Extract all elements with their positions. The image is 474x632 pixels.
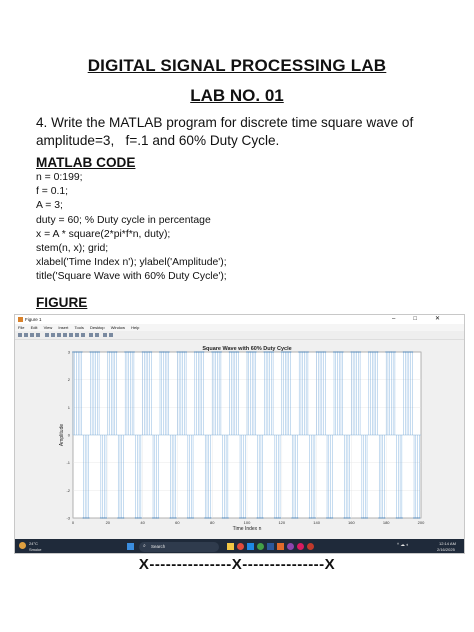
legend-icon[interactable] bbox=[95, 333, 99, 337]
y-tick-label: 0 bbox=[67, 432, 70, 438]
x-tick-label: 80 bbox=[209, 520, 215, 525]
menu-view[interactable]: View bbox=[43, 325, 53, 330]
x-tick-label: 100 bbox=[243, 520, 251, 525]
x-tick-label: 160 bbox=[348, 520, 355, 525]
new-figure-icon[interactable] bbox=[18, 333, 22, 337]
window-titlebar bbox=[15, 315, 464, 324]
code-line: xlabel('Time Index n'); ylabel('Amplitude'); bbox=[36, 257, 227, 269]
browser-icon[interactable] bbox=[247, 543, 254, 550]
stem-chart bbox=[15, 340, 464, 539]
zoom-in-icon[interactable] bbox=[51, 333, 55, 337]
menu-file[interactable]: File bbox=[18, 325, 25, 330]
code-line: f = 0.1; bbox=[36, 186, 69, 198]
app-icon[interactable] bbox=[287, 543, 294, 550]
code-line: title('Square Wave with 60% Duty Cycle'); bbox=[36, 271, 227, 283]
pan-icon[interactable] bbox=[63, 333, 67, 337]
y-tick-label: -3 bbox=[66, 515, 70, 521]
menu-bar bbox=[15, 324, 464, 331]
window-title: Figure 1 bbox=[25, 317, 42, 322]
x-tick-label: 0 bbox=[71, 520, 75, 525]
figure-area bbox=[15, 340, 464, 539]
code-line: stem(n, x); grid; bbox=[36, 243, 109, 255]
y-tick-label: 2 bbox=[67, 377, 70, 383]
code-line: duty = 60; % Duty cycle in percentage bbox=[36, 214, 211, 226]
windows-taskbar bbox=[15, 539, 464, 554]
lab-number: LAB NO. 01 bbox=[190, 86, 284, 105]
chart-title: Square Wave with 60% Duty Cycle bbox=[202, 346, 292, 352]
brush-icon[interactable] bbox=[81, 333, 85, 337]
question-line-2: amplitude=3, f=.1 and 60% Duty Cycle. bbox=[36, 133, 280, 148]
search-icon: ⌕ bbox=[143, 543, 146, 549]
minimize-button[interactable]: – bbox=[392, 316, 414, 322]
matlab-logo-icon bbox=[18, 317, 23, 322]
matlab-figure-screenshot bbox=[14, 314, 465, 554]
menu-help[interactable]: Help bbox=[131, 325, 140, 330]
y-tick-label: -1 bbox=[66, 460, 70, 466]
word-icon[interactable] bbox=[267, 543, 274, 550]
document-heading: DIGITAL SIGNAL PROCESSING LAB bbox=[87, 56, 387, 75]
x-tick-label: 200 bbox=[417, 520, 425, 525]
system-tray-icons[interactable]: ^ ☁ ◐ bbox=[397, 542, 409, 547]
menu-window[interactable]: Window bbox=[110, 325, 125, 330]
code-heading: MATLAB CODE bbox=[36, 155, 136, 170]
clock-time: 12:14 AM bbox=[439, 541, 456, 546]
code-block bbox=[36, 171, 227, 285]
y-axis-label: Amplitude bbox=[59, 423, 65, 447]
app-icon[interactable] bbox=[297, 543, 304, 550]
rotate-icon[interactable] bbox=[69, 333, 73, 337]
file-explorer-icon[interactable] bbox=[227, 543, 234, 550]
menu-edit[interactable]: Edit bbox=[30, 325, 38, 330]
save-icon[interactable] bbox=[30, 333, 34, 337]
chrome-icon[interactable] bbox=[257, 543, 264, 550]
figure-toolbar bbox=[15, 331, 464, 340]
figure-heading: FIGURE bbox=[36, 295, 88, 310]
opera-icon[interactable] bbox=[307, 543, 314, 550]
menu-insert[interactable]: Insert bbox=[58, 325, 69, 330]
x-tick-label: 60 bbox=[175, 520, 180, 525]
close-button[interactable]: ✕ bbox=[434, 316, 458, 322]
app-icon[interactable] bbox=[237, 543, 244, 550]
y-tick-label: 3 bbox=[67, 349, 70, 355]
colorbar-icon[interactable] bbox=[89, 333, 93, 337]
zoom-out-icon[interactable] bbox=[57, 333, 61, 337]
data-cursor-icon[interactable] bbox=[75, 333, 79, 337]
clock-date: 2/16/2025 bbox=[437, 547, 455, 552]
plot-tools-icon[interactable] bbox=[103, 333, 107, 337]
menu-desktop[interactable]: Desktop bbox=[89, 325, 105, 330]
windows-start-icon[interactable] bbox=[127, 543, 134, 550]
print-icon[interactable] bbox=[36, 333, 40, 337]
pointer-icon[interactable] bbox=[45, 333, 49, 337]
question-line-1: 4. Write the MATLAB program for discrete time square wave of bbox=[36, 115, 414, 130]
search-placeholder: Search bbox=[151, 544, 166, 549]
code-line: A = 3; bbox=[36, 200, 63, 212]
open-icon[interactable] bbox=[24, 333, 28, 337]
dock-icon[interactable] bbox=[109, 333, 113, 337]
x-tick-label: 20 bbox=[105, 520, 111, 525]
weather-icon[interactable] bbox=[19, 542, 26, 549]
window-controls bbox=[392, 315, 458, 324]
x-tick-label: 40 bbox=[140, 520, 145, 525]
footer-separator: X---------------X---------------X bbox=[138, 556, 336, 573]
question-text bbox=[36, 114, 446, 150]
x-axis-label: Time Index n bbox=[232, 526, 262, 532]
x-tick-label: 180 bbox=[382, 520, 390, 525]
weather-desc: Smoke bbox=[29, 547, 42, 552]
x-tick-label: 120 bbox=[278, 520, 286, 525]
code-line: n = 0:199; bbox=[36, 172, 83, 183]
maximize-button[interactable]: □ bbox=[413, 316, 435, 322]
taskbar-search-box[interactable] bbox=[139, 542, 219, 552]
x-tick-label: 140 bbox=[313, 520, 320, 525]
matlab-taskbar-icon[interactable] bbox=[277, 543, 284, 550]
weather-temp: 24°C bbox=[29, 541, 38, 546]
y-tick-label: -2 bbox=[66, 487, 70, 493]
menu-tools[interactable]: Tools bbox=[74, 325, 84, 330]
y-tick-label: 1 bbox=[67, 404, 70, 410]
code-line: x = A * square(2*pi*f*n, duty); bbox=[36, 228, 171, 240]
